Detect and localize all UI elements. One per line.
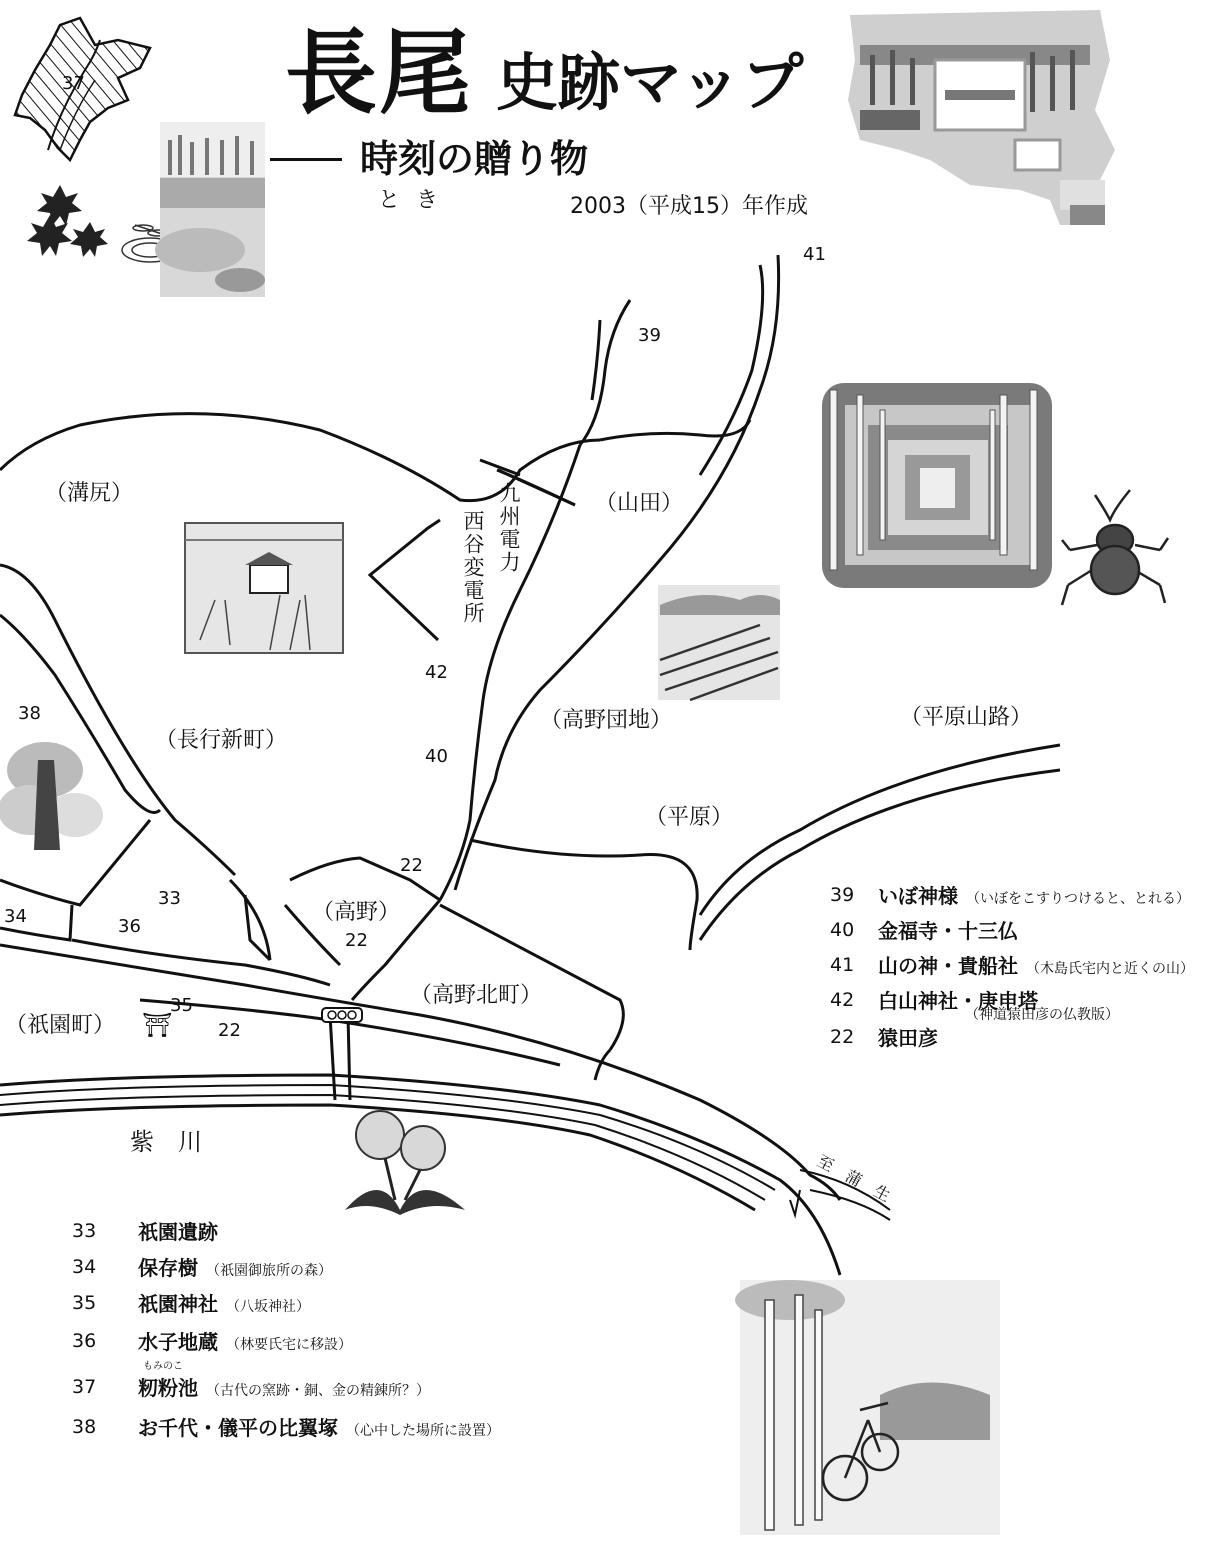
area-hirabaru: （平原）: [645, 805, 734, 830]
substation-label-col1: 九州電力: [497, 482, 521, 574]
creation-date: 2003（平成15）年作成: [570, 194, 808, 219]
beetle-icon: [1062, 490, 1168, 605]
tree-icon: [0, 742, 103, 850]
legend-num: 42: [830, 989, 855, 1011]
map-number-37: 37: [62, 73, 85, 94]
legend-num: 33: [72, 1220, 97, 1242]
legend-num: 36: [72, 1330, 97, 1352]
lake-illustration: [155, 122, 265, 297]
area-takano: （高野）: [312, 900, 401, 925]
substation-label-col2: 西谷変電所: [461, 510, 485, 625]
map-number-22-b: 22: [345, 930, 368, 951]
area-takano-kitamachi: （高野北町）: [410, 983, 543, 1008]
legend-num: 22: [830, 1026, 855, 1048]
subtitle-dash: [270, 158, 342, 161]
dandelion-icon: [345, 1111, 465, 1215]
legend-name: お千代・儀平の比翼塚 （心中した場所に設置）: [138, 1416, 500, 1440]
legend-num: 40: [830, 919, 855, 941]
area-yamada: （山田）: [595, 491, 684, 516]
river-label: 紫 川: [130, 1128, 202, 1156]
field-illustration: [185, 523, 343, 653]
area-gion: （祇園町）: [5, 1013, 116, 1038]
legend-name: いぼ神様 （いぼをこすりつけると、とれる）: [878, 884, 1190, 908]
murasaki-river: [0, 1075, 894, 1275]
maple-leaf-icon: [27, 185, 108, 257]
map-number-41: 41: [803, 244, 826, 265]
map-number-38: 38: [18, 703, 41, 724]
legend-num: 37: [72, 1376, 97, 1398]
legend-name: 白山神社・庚申塔: [878, 989, 1038, 1013]
map-number-22-a: 22: [400, 855, 423, 876]
area-nagayuki-shinmachi: （長行新町）: [155, 728, 288, 753]
map-title-rest: 史跡マップ: [496, 46, 804, 119]
lake-illustration: [848, 10, 1115, 225]
traffic-light-icon: [322, 1008, 362, 1022]
legend-name: 山の神・貴船社 （木島氏宅内と近くの山）: [878, 954, 1194, 978]
map-subtitle: 時刻の贈り物: [360, 137, 589, 181]
map-number-22-c: 22: [218, 1020, 241, 1041]
area-hirabaru-sanro: （平原山路）: [900, 705, 1033, 730]
subtitle-ruby: とき: [378, 188, 455, 213]
legend-22-desc: （神道猿田彦の仏教版）: [965, 1007, 1119, 1023]
legend-num: 39: [830, 884, 855, 906]
bicycle-scene-illustration: [735, 1280, 1000, 1535]
map-number-42: 42: [425, 662, 448, 683]
legend-num: 38: [72, 1416, 97, 1438]
area-mizojiri: （溝尻）: [45, 481, 134, 506]
legend-num: 41: [830, 954, 855, 976]
map-number-40: 40: [425, 746, 448, 767]
map-number-35: 35: [170, 995, 193, 1016]
legend-name: 金福寺・十三仏: [878, 919, 1018, 943]
map-number-36: 36: [118, 916, 141, 937]
legend-name: 水子地蔵 （林要氏宅に移設）: [138, 1330, 352, 1354]
area-takano-danchi: （高野団地）: [540, 708, 673, 733]
legend-num: 35: [72, 1292, 97, 1314]
legend-name: 籾粉池 （古代の窯跡・銅、金の精錬所？）: [138, 1376, 430, 1400]
legend-name: 保存樹 （祇園御旅所の森）: [138, 1256, 332, 1280]
map-number-33: 33: [158, 888, 181, 909]
legend-name: 祇園神社 （八坂神社）: [138, 1292, 310, 1316]
map-number-34: 34: [4, 906, 27, 927]
birch-forest-illustration: [822, 383, 1052, 588]
to-gamo-label: 至 蒲 生: [814, 1151, 894, 1206]
map-title-main: 長尾: [285, 20, 474, 127]
map-number-39: 39: [638, 325, 661, 346]
farmland-illustration: [658, 585, 780, 700]
shrine-icon: ⛩: [142, 1011, 173, 1039]
legend-name: 猿田彦: [878, 1026, 938, 1050]
legend-num: 34: [72, 1256, 97, 1278]
furigana-37: もみのこ: [143, 1361, 183, 1372]
legend-name: 祇園遺跡: [138, 1220, 218, 1244]
